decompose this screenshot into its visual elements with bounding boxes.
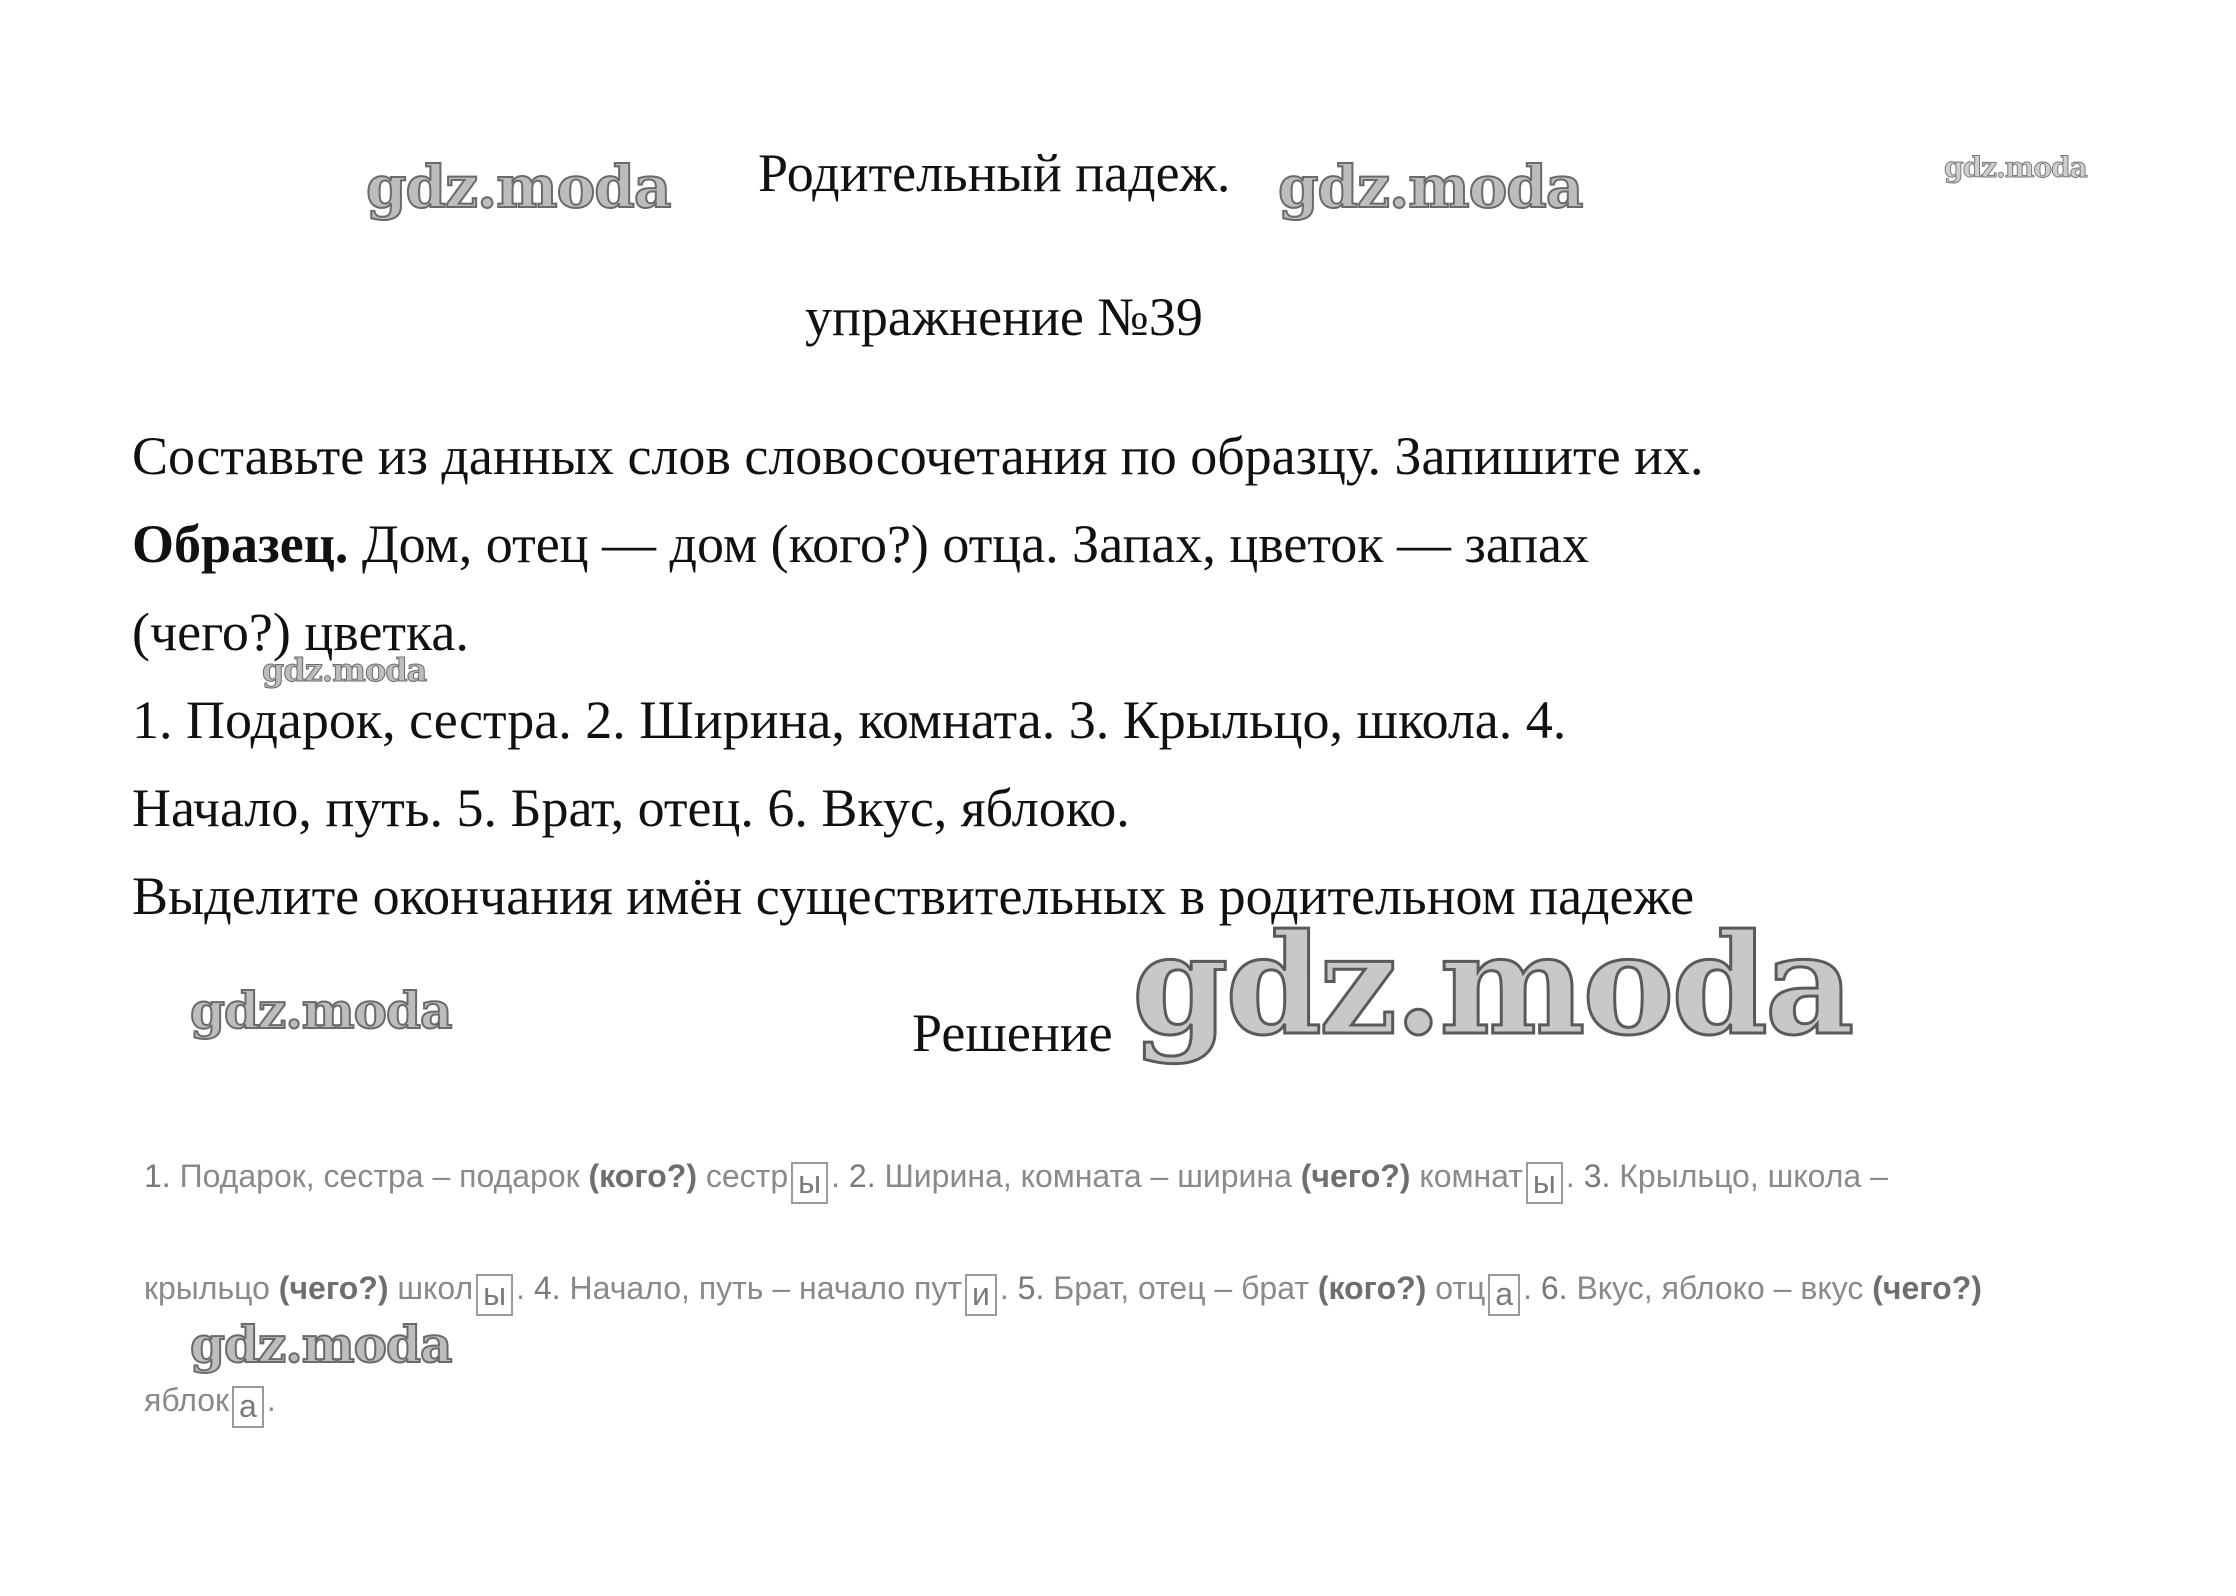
solution-text: комнат bbox=[1410, 1158, 1523, 1194]
solution-text: Крыльцо, школа – bbox=[1610, 1158, 1888, 1194]
solution-text: . bbox=[999, 1270, 1018, 1306]
solution-text: Вкус, яблоко – вкус bbox=[1567, 1270, 1873, 1306]
task-text bbox=[132, 412, 2032, 940]
solution-text: . bbox=[266, 1382, 276, 1418]
solution-text: Начало, путь – начало пут bbox=[560, 1270, 962, 1306]
item-number: 4. bbox=[533, 1270, 561, 1306]
solution-text: школ bbox=[388, 1270, 474, 1306]
solution-line bbox=[144, 1382, 276, 1428]
watermark: gdz.moda bbox=[1278, 153, 1583, 221]
task-line: (чего?) цветка. bbox=[132, 602, 469, 662]
item-number: 2. bbox=[848, 1158, 876, 1194]
solution-text: . bbox=[1565, 1158, 1584, 1194]
watermark: gdz.moda bbox=[262, 651, 427, 689]
watermark: gdz.moda bbox=[366, 153, 671, 221]
page-title: Родительный падеж. bbox=[758, 143, 1231, 203]
solution-heading: Решение bbox=[912, 1003, 1113, 1063]
solution-text: яблок bbox=[144, 1382, 230, 1418]
solution-text: крыльцо bbox=[144, 1270, 279, 1306]
ending-box: ы bbox=[1526, 1162, 1563, 1204]
item-number: 3. bbox=[1583, 1158, 1611, 1194]
watermark: gdz.moda bbox=[190, 1315, 452, 1374]
ending-box: а bbox=[1488, 1274, 1520, 1316]
question: (чего?) bbox=[1872, 1270, 1982, 1306]
solution-text: сестр bbox=[696, 1158, 789, 1194]
solution-line bbox=[144, 1158, 1888, 1204]
task-line bbox=[132, 500, 2032, 588]
solution-text: . bbox=[1523, 1270, 1541, 1306]
solution-text: Подарок, сестра – подарок bbox=[170, 1158, 589, 1194]
task-line: Составьте из данных слов словосочетания по образцу. Запишите их. bbox=[132, 426, 1704, 486]
exercise-number: упражнение №39 bbox=[805, 287, 1203, 347]
watermark: gdz.moda bbox=[190, 981, 452, 1040]
sample-text: Дом, отец — дом (кого?) отца. Запах, цветок — запах bbox=[348, 514, 1589, 574]
item-number: 5. bbox=[1017, 1270, 1045, 1306]
task-line: Начало, путь. 5. Брат, отец. 6. Вкус, яблоко. bbox=[132, 778, 1130, 838]
ending-box: и bbox=[965, 1274, 997, 1316]
item-number: 6. bbox=[1540, 1270, 1568, 1306]
sample-label: Образец. bbox=[132, 514, 349, 574]
watermark: gdz.moda bbox=[1132, 903, 1852, 1066]
question: (кого?) bbox=[588, 1158, 697, 1194]
solution-text: отц bbox=[1426, 1270, 1486, 1306]
item-number: 1. bbox=[144, 1158, 171, 1194]
task-line: Выделите окончания имён существительных в родительном падеже bbox=[132, 866, 1695, 926]
task-line: 1. Подарок, сестра. 2. Ширина, комната. 3. Крыльцо, школа. 4. bbox=[132, 690, 1567, 750]
ending-box: ы bbox=[791, 1162, 828, 1204]
solution-text: . bbox=[831, 1158, 849, 1194]
solution-line bbox=[144, 1270, 1982, 1316]
solution-text: Брат, отец – брат bbox=[1044, 1270, 1318, 1306]
solution-text: Ширина, комната – ширина bbox=[875, 1158, 1301, 1194]
question: (кого?) bbox=[1317, 1270, 1427, 1306]
ending-box: а bbox=[232, 1386, 264, 1428]
question: (чего?) bbox=[278, 1270, 389, 1306]
question: (чего?) bbox=[1300, 1158, 1411, 1194]
ending-box: ы bbox=[476, 1274, 513, 1316]
solution-text: . bbox=[516, 1270, 534, 1306]
watermark: gdz.moda bbox=[1944, 151, 2087, 184]
